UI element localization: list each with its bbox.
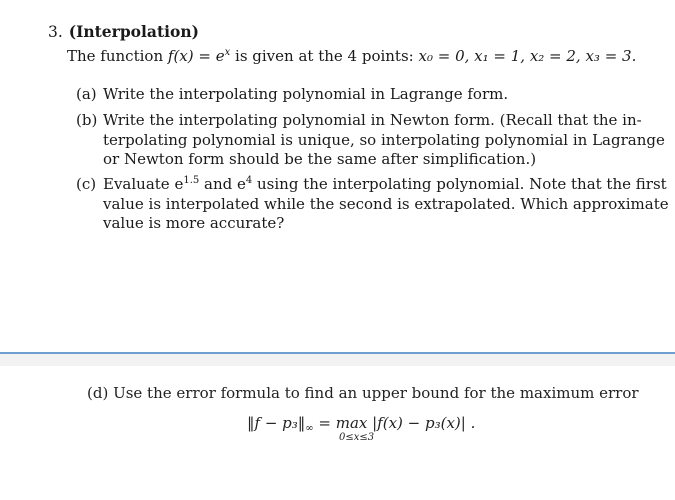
problem-heading [48, 22, 199, 41]
interpolation-points: x₀ = 0, x₁ = 1, x₂ = 2, x₃ = 3. [418, 47, 637, 65]
problem-number: 3. [48, 23, 63, 41]
function-exponent: x [224, 47, 231, 58]
formula-max-expression: = max |f(x) − p₃(x)| . [313, 414, 476, 432]
formula-infinity: ∞ [305, 423, 314, 434]
error-formula [247, 414, 476, 443]
part-b-label: (b) [76, 111, 98, 129]
section-gap [0, 354, 675, 366]
part-b-line-1: Write the interpolating polynomial in Newton form. (Recall that the in- [103, 111, 642, 129]
part-c-line-1: Evaluate $e^{1.5}$ and $e^4$ using the interpolating polynomial. Note that the first [103, 175, 667, 193]
function-definition: f(x) = e [167, 47, 225, 65]
part-a-label: (a) [76, 85, 97, 103]
part-c-label: (c) [76, 175, 97, 193]
part-a-text: Write the interpolating polynomial in Lagrange form. [103, 85, 509, 103]
part-d-text: (d) Use the error formula to find an upper bound for the maximum error [87, 384, 639, 402]
part-a [76, 85, 618, 105]
exponent-4: 4 [245, 175, 253, 186]
part-c-line-3: value is more accurate? [103, 214, 285, 232]
intro-mid: is given at the 4 points: [235, 47, 414, 65]
part-c [76, 175, 669, 234]
part-b-line-2: terpolating polynomial is unique, so interpolating polynomial in Lagrange [103, 130, 665, 149]
problem-intro [67, 47, 636, 65]
intro-lead: The function [67, 47, 164, 65]
formula-norm: ‖f − p₃‖ [247, 414, 306, 432]
exponent-1-5: 1.5 [183, 175, 200, 186]
problem-title: (Interpolation) [68, 22, 199, 41]
part-b-line-3: or Newton form should be the same after simplification.) [103, 150, 537, 168]
formula-max-range: 0≤x≤3 [339, 432, 375, 443]
part-b [76, 111, 665, 170]
part-c-line-2: value is interpolated while the second is extrapolated. Which approximate [103, 194, 669, 213]
